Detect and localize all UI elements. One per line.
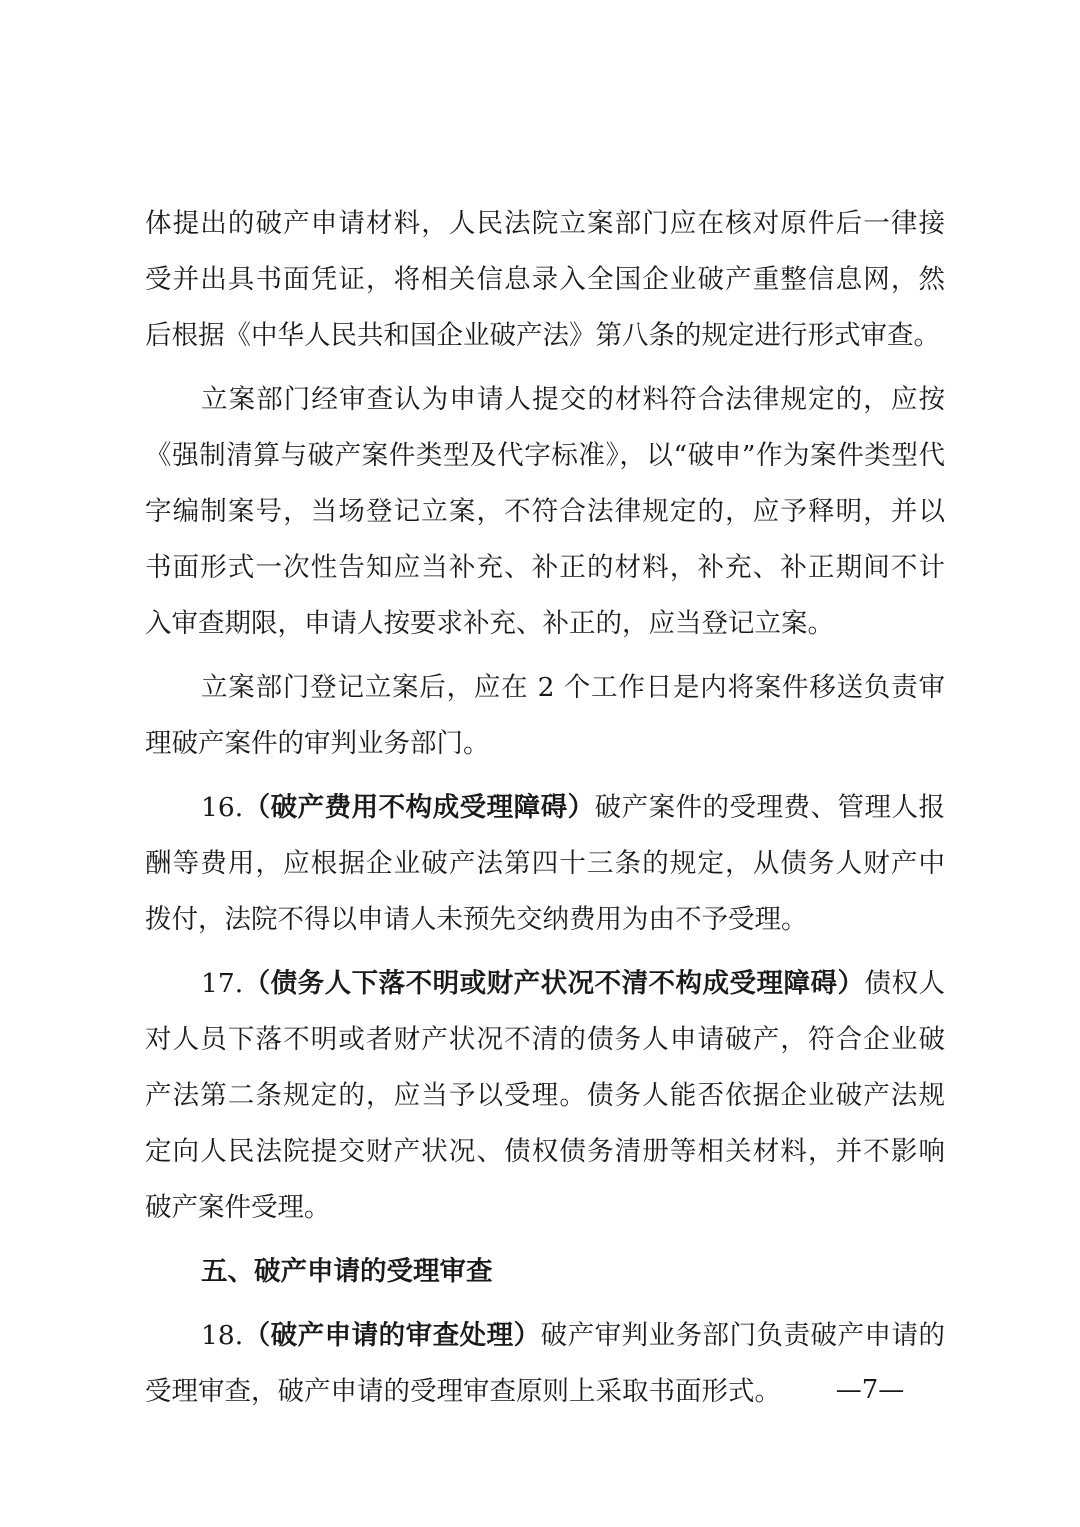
article-title: （破产费用不构成受理障碍） (243, 792, 595, 823)
article-number: 17. (201, 968, 244, 999)
paragraph-line: 产法第二条规定的，应当予以受理。债务人能否依据企业破产法规 (145, 1080, 945, 1111)
paragraph-line: 理破产案件的审判业务部门。 (145, 728, 490, 759)
article-16-first-line (145, 780, 945, 836)
article-text: 破产案件的受理费、管理人报 (594, 792, 945, 823)
paragraph-line: 酬等费用，应根据企业破产法第四十三条的规定，从债务人财产中 (145, 848, 945, 879)
page-number: —7— (835, 1375, 905, 1405)
paragraph-line: 书面形式一次性告知应当补充、补正的材料，补充、补正期间不计 (145, 552, 945, 583)
paragraph-line: 《强制清算与破产案件类型及代字标准》，以“破申”作为案件类型代 (145, 440, 945, 471)
paragraph-line: 受理审查，破产申请的受理审查原则上采取书面形式。 (145, 1376, 781, 1407)
paragraph-line: 立案部门经审查认为申请人提交的材料符合法律规定的，应按 (201, 384, 945, 415)
article-number: 16. (201, 792, 244, 823)
paragraph-line: 立案部门登记立案后，应在 2 个工作日是内将案件移送负责审 (201, 672, 945, 703)
paragraph-line: 字编制案号，当场登记立案，不符合法律规定的，应予释明，并以 (145, 496, 945, 527)
paragraph-line: 后根据《中华人民共和国企业破产法》第八条的规定进行形式审查。 (145, 320, 940, 351)
paragraph-line: 体提出的破产申请材料，人民法院立案部门应在核对原件后一律接 (145, 208, 945, 239)
section-heading: 五、破产申请的受理审查 (201, 1256, 493, 1287)
article-title: （债务人下落不明或财产状况不清不构成受理障碍） (243, 968, 865, 999)
article-18-first-line (145, 1308, 945, 1364)
paragraph-line: 对人员下落不明或者财产状况不清的债务人申请破产，符合企业破 (145, 1024, 945, 1055)
paragraph-line: 拨付，法院不得以申请人未预先交纳费用为由不予受理。 (145, 904, 808, 935)
article-text: 破产审判业务部门负责破产申请的 (540, 1320, 945, 1351)
article-17-first-line (145, 956, 945, 1012)
article-text: 债权人 (864, 968, 945, 999)
paragraph-line: 破产案件受理。 (145, 1192, 331, 1223)
document-body (145, 196, 945, 1420)
paragraph-line: 定向人民法院提交财产状况、债权债务清册等相关材料，并不影响 (145, 1136, 945, 1167)
paragraph-line: 入审查期限，申请人按要求补充、补正的，应当登记立案。 (145, 608, 834, 639)
article-title: （破产申请的审查处理） (243, 1320, 541, 1351)
article-number: 18. (201, 1320, 244, 1351)
paragraph-line: 受并出具书面凭证，将相关信息录入全国企业破产重整信息网，然 (145, 264, 945, 295)
